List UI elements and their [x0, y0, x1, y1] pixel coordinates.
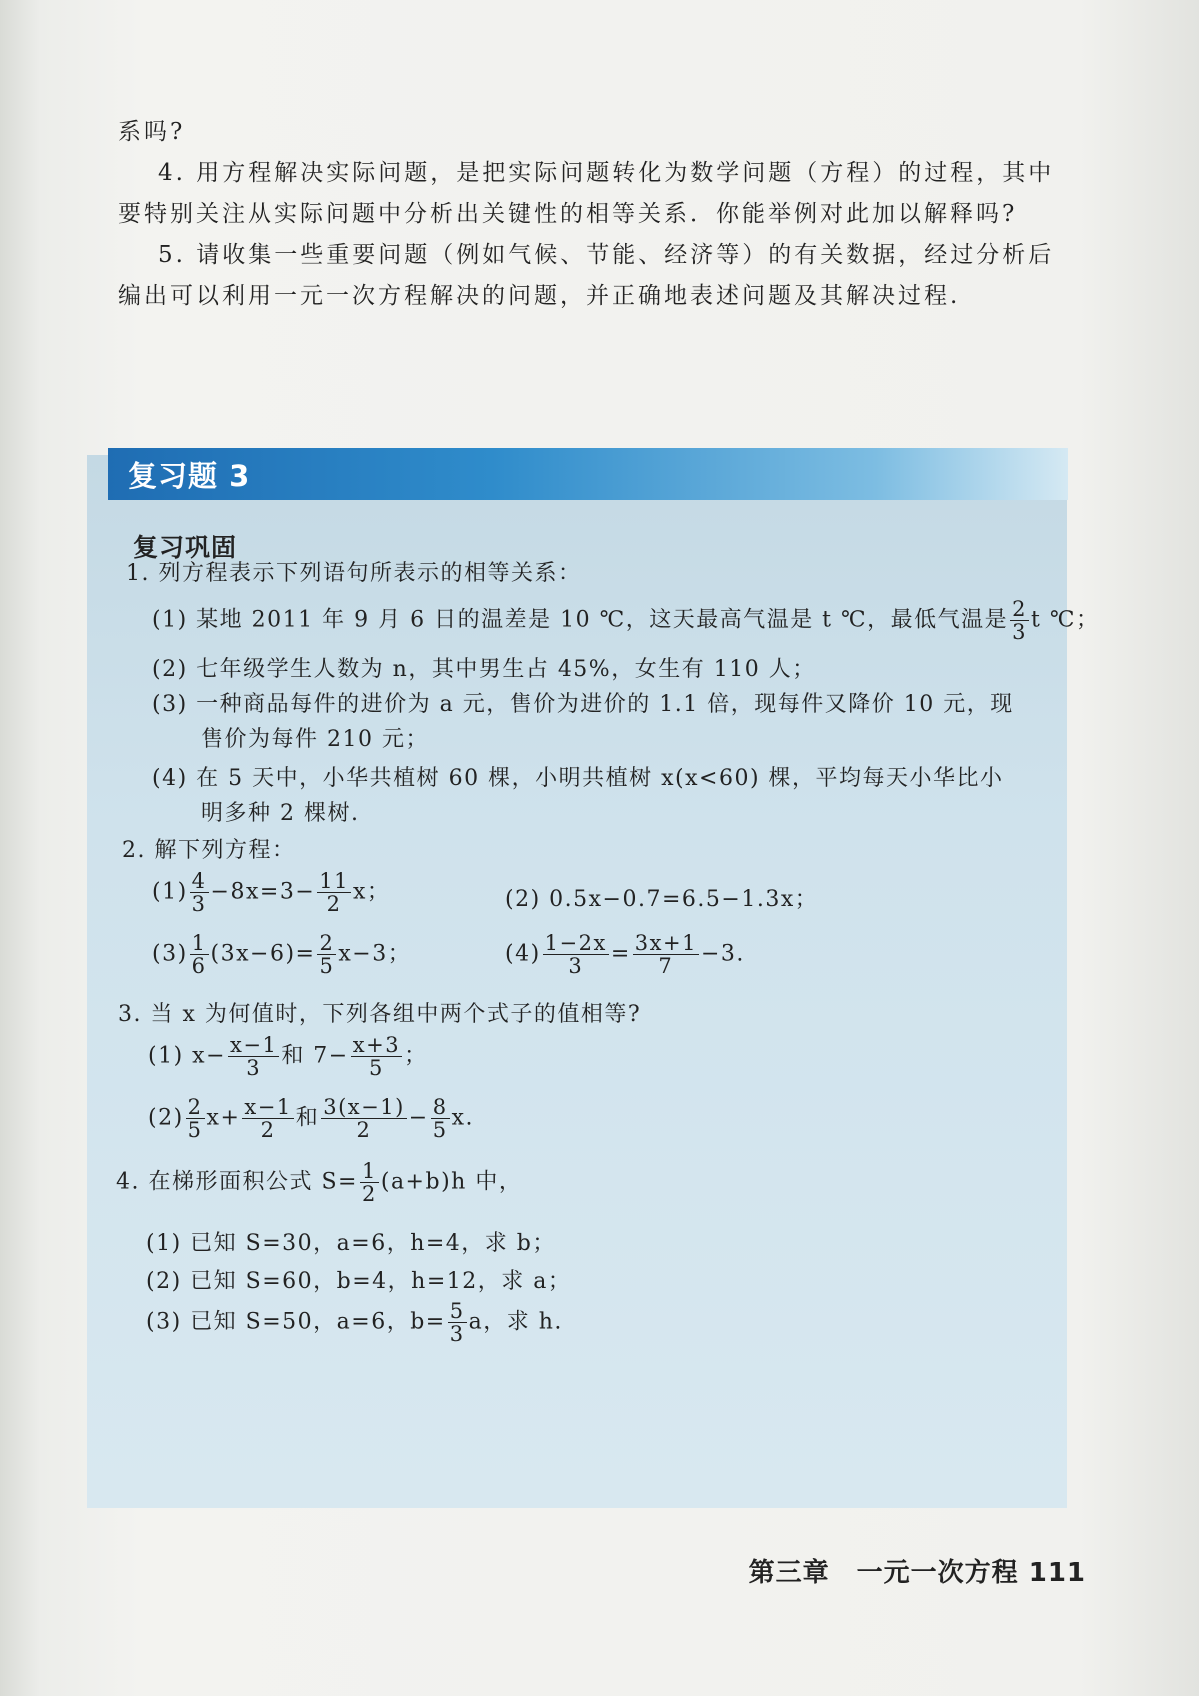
- q4-item-3: (3) 已知 S=50，a=6，b= $\frac{5}{3}$ a，求 h.: [146, 1299, 563, 1346]
- section-header-band: [108, 448, 1068, 500]
- q1-stem: 1. 列方程表示下列语句所表示的相等关系：: [126, 561, 582, 586]
- q1-item-3: (3) 一种商品每件的进价为 a 元，售价为进价的 1.1 倍，现每件又降价 10 元，现: [152, 692, 1014, 717]
- fraction: $\frac{3x+1}{7}$: [634, 931, 697, 978]
- q3-pair-1: (1) x− $\frac{x-1}{3}$ 和 7− $\frac{x+3}{5}$ ；: [148, 1033, 428, 1080]
- fraction: $\frac{2}{5}$: [187, 1095, 203, 1142]
- subsection-title: 复习巩固: [133, 533, 238, 562]
- fraction: $\frac{1-2x}{3}$: [544, 931, 607, 978]
- fraction: $\frac{1}{2}$: [361, 1159, 377, 1206]
- intro-line: 系吗?: [118, 119, 186, 145]
- q4-item-1: (1) 已知 S=30，a=6，h=4，求 b；: [146, 1231, 556, 1256]
- q1-item-4-cont: 明多种 2 棵树.: [201, 801, 360, 826]
- q4-stem: 4. 在梯形面积公式 S= $\frac{1}{2}$ (a+b)h 中，: [116, 1159, 523, 1206]
- reflection-question-5: 5. 请收集一些重要问题（例如气候、节能、经济等）的有关数据，经过分析后编出可以利用一元一次方程解决的问题，并正确地表述问题及其解决过程.: [118, 242, 1055, 309]
- intro-text: [118, 112, 1068, 317]
- q1-item-2: (2) 七年级学生人数为 n，其中男生占 45%，女生有 110 人；: [152, 657, 816, 682]
- q1-item-3-cont: 售价为每件 210 元；: [201, 727, 429, 752]
- q2-stem: 2. 解下列方程：: [122, 838, 296, 863]
- fraction: $\frac{x-1}{2}$: [244, 1095, 292, 1142]
- fraction: $\frac{3(x-1)}{2}$: [323, 1095, 405, 1142]
- fraction: $\frac{4}{3}$: [191, 869, 207, 916]
- fraction: $\frac{x+3}{5}$: [352, 1033, 401, 1080]
- fraction: $\frac{2}{5}$: [319, 931, 335, 978]
- fraction: $\frac{11}{2}$: [319, 869, 349, 916]
- q4-item-2: (2) 已知 S=60，b=4，h=12，求 a；: [146, 1269, 572, 1294]
- q1-item-1: (1) 某地 2011 年 9 月 6 日的温差是 10 ℃，这天最高气温是 t ℃，最低气温是 $\frac{2}{3}$ t ℃；: [152, 597, 1100, 644]
- fraction: $\frac{1}{6}$: [191, 931, 207, 978]
- fraction: $\frac{5}{3}$: [449, 1299, 465, 1346]
- q2-eq-1: (1) $\frac{4}{3}$ −8x=3− $\frac{11}{2}$ x；: [152, 869, 391, 916]
- reflection-question-4: 4. 用方程解决实际问题，是把实际问题转化为数学问题（方程）的过程，其中要特别关注从实际问题中分析出关键性的相等关系．你能举例对此加以解释吗?: [118, 160, 1055, 227]
- fraction: $\frac{2}{3}$: [1012, 597, 1028, 644]
- fraction: $\frac{x-1}{3}$: [230, 1033, 278, 1080]
- q2-eq-4: (4) $\frac{1-2x}{3}$ = $\frac{3x+1}{7}$ −3.: [505, 931, 745, 978]
- page-footer: 第三章 一元一次方程 111: [748, 1558, 1086, 1588]
- q2-eq-2: (2) 0.5x−0.7=6.5−1.3x；: [505, 887, 819, 912]
- q3-pair-2: (2) $\frac{2}{5}$ x+ $\frac{x-1}{2}$ 和 $\frac{3(x-1)}{2}$ − $\frac{8}{5}$ x.: [148, 1095, 474, 1142]
- q1-item-4: (4) 在 5 天中，小华共植树 60 棵，小明共植树 x(x<60) 棵，平均每天小华比小: [152, 766, 1004, 791]
- q1-item-1-text: (1) 某地 2011 年 9 月 6 日的温差是 10 ℃，这天最高气温是 t ℃，最低气温是: [152, 607, 1009, 633]
- q2-eq-3: (3) $\frac{1}{6}$ (3x−6)= $\frac{2}{5}$ x−3；: [152, 931, 412, 978]
- q3-stem: 3. 当 x 为何值时，下列各组中两个式子的值相等?: [118, 1002, 642, 1027]
- fraction: $\frac{8}{5}$: [432, 1095, 448, 1142]
- section-title: 复习题 3: [128, 459, 251, 493]
